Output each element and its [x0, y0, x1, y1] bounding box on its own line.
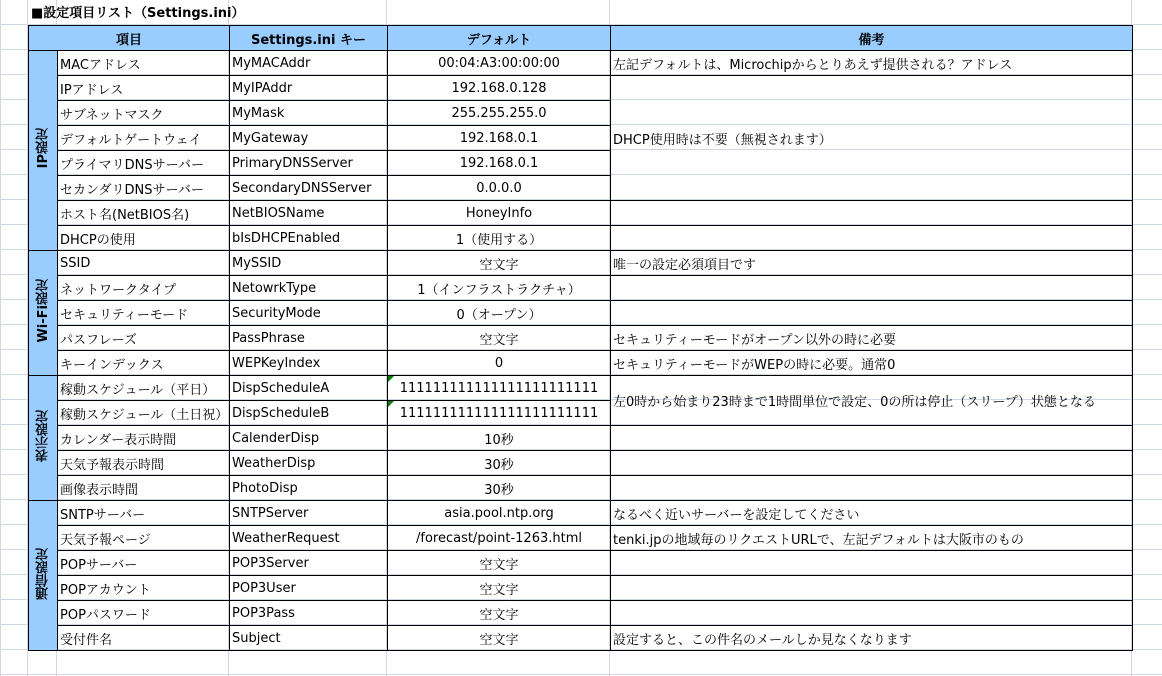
cell-key[interactable]: SecondaryDNSServer: [230, 176, 388, 201]
cell-note[interactable]: 設定すると、この件名のメールしか見なくなります: [611, 626, 1133, 651]
header-key[interactable]: Settings.ini キー: [230, 26, 388, 51]
cell-key[interactable]: WeatherRequest: [230, 526, 388, 551]
cell-default[interactable]: 空文字: [388, 326, 611, 351]
cell-default[interactable]: /forecast/point-1263.html: [388, 526, 611, 551]
cell-key[interactable]: NetowrkType: [230, 276, 388, 301]
table-row: [29, 376, 1133, 401]
table-row: [29, 526, 1133, 551]
cell-default[interactable]: 10秒: [388, 426, 611, 451]
cell-key[interactable]: CalenderDisp: [230, 426, 388, 451]
section-ip[interactable]: [29, 51, 58, 251]
cell-item[interactable]: セキュリティーモード: [58, 301, 230, 326]
sheet-title[interactable]: ■設定項目リスト（Settings.ini）: [31, 6, 245, 21]
cell-key[interactable]: SecurityMode: [230, 301, 388, 326]
table-row: [29, 551, 1133, 576]
cell-default-text: 111111111111111111111111: [399, 405, 599, 421]
cell-item[interactable]: 天気予報ページ: [58, 526, 230, 551]
cell-default[interactable]: 0: [388, 351, 611, 376]
cell-default-text: 111111111111111111111111: [399, 380, 599, 396]
cell-default[interactable]: [388, 376, 611, 401]
table-row: [29, 576, 1133, 601]
cell-default[interactable]: 192.168.0.1: [388, 126, 611, 151]
cell-default[interactable]: 192.168.0.128: [388, 76, 611, 101]
cell-key[interactable]: PhotoDisp: [230, 476, 388, 501]
cell-key[interactable]: Subject: [230, 626, 388, 651]
cell-item[interactable]: 画像表示時間: [58, 476, 230, 501]
cell-item[interactable]: パスフレーズ: [58, 326, 230, 351]
cell-key[interactable]: PassPhrase: [230, 326, 388, 351]
cell-note[interactable]: 唯一の設定必須項目です: [611, 251, 1133, 276]
cell-key[interactable]: POP3Pass: [230, 601, 388, 626]
cell-item[interactable]: プライマリDNSサーバー: [58, 151, 230, 176]
cell-key[interactable]: WEPKeyIndex: [230, 351, 388, 376]
cell-key[interactable]: NetBIOSName: [230, 201, 388, 226]
cell-note[interactable]: [611, 551, 1133, 576]
cell-item[interactable]: 受付件名: [58, 626, 230, 651]
cell-default[interactable]: 空文字: [388, 626, 611, 651]
table-row: [29, 226, 1133, 251]
table-row: [29, 276, 1133, 301]
cell-note[interactable]: tenki.jpの地域毎のリクエストURLで、左記デフォルトは大阪市のもの: [611, 526, 1133, 551]
table-row: [29, 251, 1133, 276]
table-row: [29, 51, 1133, 76]
table-row: [29, 326, 1133, 351]
cell-key[interactable]: MyIPAddr: [230, 76, 388, 101]
cell-default[interactable]: 空文字: [388, 551, 611, 576]
cell-default[interactable]: 空文字: [388, 251, 611, 276]
cell-default[interactable]: asia.pool.ntp.org: [388, 501, 611, 526]
cell-note-merged[interactable]: 左0時から始まり23時まで1時間単位で設定、0の所は停止（スリープ）状態となる: [611, 376, 1133, 426]
cell-note[interactable]: [611, 451, 1133, 476]
cell-note[interactable]: 左記デフォルトは、Microchipからとりあえず提供される？アドレス: [611, 51, 1133, 76]
cell-note[interactable]: [611, 576, 1133, 601]
cell-key[interactable]: PrimaryDNSServer: [230, 151, 388, 176]
table-row: [29, 76, 1133, 101]
cell-note[interactable]: [611, 476, 1133, 501]
cell-default[interactable]: 00:04:A3:00:00:00: [388, 51, 611, 76]
cell-note[interactable]: セキュリティーモードがオープン以外の時に必要: [611, 326, 1133, 351]
cell-default[interactable]: 0（オープン）: [388, 301, 611, 326]
cell-item[interactable]: MACアドレス: [58, 51, 230, 76]
cell-item[interactable]: POPサーバー: [58, 551, 230, 576]
cell-note[interactable]: [611, 301, 1133, 326]
section-display[interactable]: [29, 376, 58, 501]
cell-key[interactable]: POP3Server: [230, 551, 388, 576]
cell-key[interactable]: SNTPServer: [230, 501, 388, 526]
section-wifi[interactable]: [29, 251, 58, 376]
cell-key[interactable]: bIsDHCPEnabled: [230, 226, 388, 251]
cell-default[interactable]: 1（インフラストラクチャ）: [388, 276, 611, 301]
cell-note[interactable]: [611, 226, 1133, 251]
settings-table: [28, 25, 1133, 651]
cell-note[interactable]: セキュリティーモードがWEPの時に必要。通常0: [611, 351, 1133, 376]
header-row: [29, 26, 1133, 51]
cell-item[interactable]: デフォルトゲートウェイ: [58, 126, 230, 151]
cell-default[interactable]: 30秒: [388, 451, 611, 476]
cell-note[interactable]: [611, 201, 1133, 226]
cell-note[interactable]: [611, 276, 1133, 301]
cell-item[interactable]: SSID: [58, 251, 230, 276]
cell-item[interactable]: 天気予報表示時間: [58, 451, 230, 476]
cell-default[interactable]: 30秒: [388, 476, 611, 501]
cell-item[interactable]: ネットワークタイプ: [58, 276, 230, 301]
cell-default[interactable]: 255.255.255.0: [388, 101, 611, 126]
cell-note[interactable]: [611, 426, 1133, 451]
cell-note-merged[interactable]: DHCP使用時は不要（無視されます）: [611, 76, 1133, 201]
table-row: [29, 301, 1133, 326]
cell-key[interactable]: DispScheduleB: [230, 401, 388, 426]
cell-item[interactable]: キーインデックス: [58, 351, 230, 376]
table-row: [29, 501, 1133, 526]
section-label: 表示設定: [35, 410, 51, 462]
cell-default[interactable]: 空文字: [388, 601, 611, 626]
cell-key[interactable]: MyMask: [230, 101, 388, 126]
cell-note[interactable]: [611, 601, 1133, 626]
cell-item[interactable]: カレンダー表示時間: [58, 426, 230, 451]
cell-key[interactable]: MySSID: [230, 251, 388, 276]
header-note[interactable]: 備考: [611, 26, 1133, 51]
section-label: IP設定: [35, 128, 51, 169]
table-row: [29, 601, 1133, 626]
section-label: Wi-Fi設定: [35, 279, 51, 343]
header-item[interactable]: 項目: [29, 26, 230, 51]
header-default[interactable]: デフォルト: [388, 26, 611, 51]
section-comm[interactable]: [29, 501, 58, 651]
table-row: [29, 626, 1133, 651]
cell-key[interactable]: MyMACAddr: [230, 51, 388, 76]
table-row: [29, 476, 1133, 501]
table-row: [29, 451, 1133, 476]
cell-item[interactable]: サブネットマスク: [58, 101, 230, 126]
cell-note[interactable]: なるべく近いサーバーを設定してください: [611, 501, 1133, 526]
cell-key[interactable]: DispScheduleA: [230, 376, 388, 401]
cell-default[interactable]: 空文字: [388, 576, 611, 601]
table-row: [29, 201, 1133, 226]
table-row: [29, 351, 1133, 376]
cell-item[interactable]: 稼動スケジュール（土日祝）: [58, 401, 230, 426]
cell-item[interactable]: IPアドレス: [58, 76, 230, 101]
cell-key[interactable]: MyGateway: [230, 126, 388, 151]
cell-item[interactable]: 稼動スケジュール（平日）: [58, 376, 230, 401]
section-label: 通信設定: [35, 547, 51, 600]
cell-default[interactable]: 192.168.0.1: [388, 151, 611, 176]
cell-default[interactable]: [388, 401, 611, 426]
cell-item[interactable]: SNTPサーバー: [58, 501, 230, 526]
text-number-warning-icon: [388, 376, 394, 382]
cell-default[interactable]: HoneyInfo: [388, 201, 611, 226]
cell-item[interactable]: POPアカウント: [58, 576, 230, 601]
cell-key[interactable]: WeatherDisp: [230, 451, 388, 476]
cell-default[interactable]: 0.0.0.0: [388, 176, 611, 201]
cell-item[interactable]: POPパスワード: [58, 601, 230, 626]
cell-item[interactable]: ホスト名(NetBIOS名): [58, 201, 230, 226]
table-row: [29, 426, 1133, 451]
cell-key[interactable]: POP3User: [230, 576, 388, 601]
cell-item[interactable]: DHCPの使用: [58, 226, 230, 251]
text-number-warning-icon: [388, 401, 394, 407]
cell-default[interactable]: 1（使用する）: [388, 226, 611, 251]
cell-item[interactable]: セカンダリDNSサーバー: [58, 176, 230, 201]
